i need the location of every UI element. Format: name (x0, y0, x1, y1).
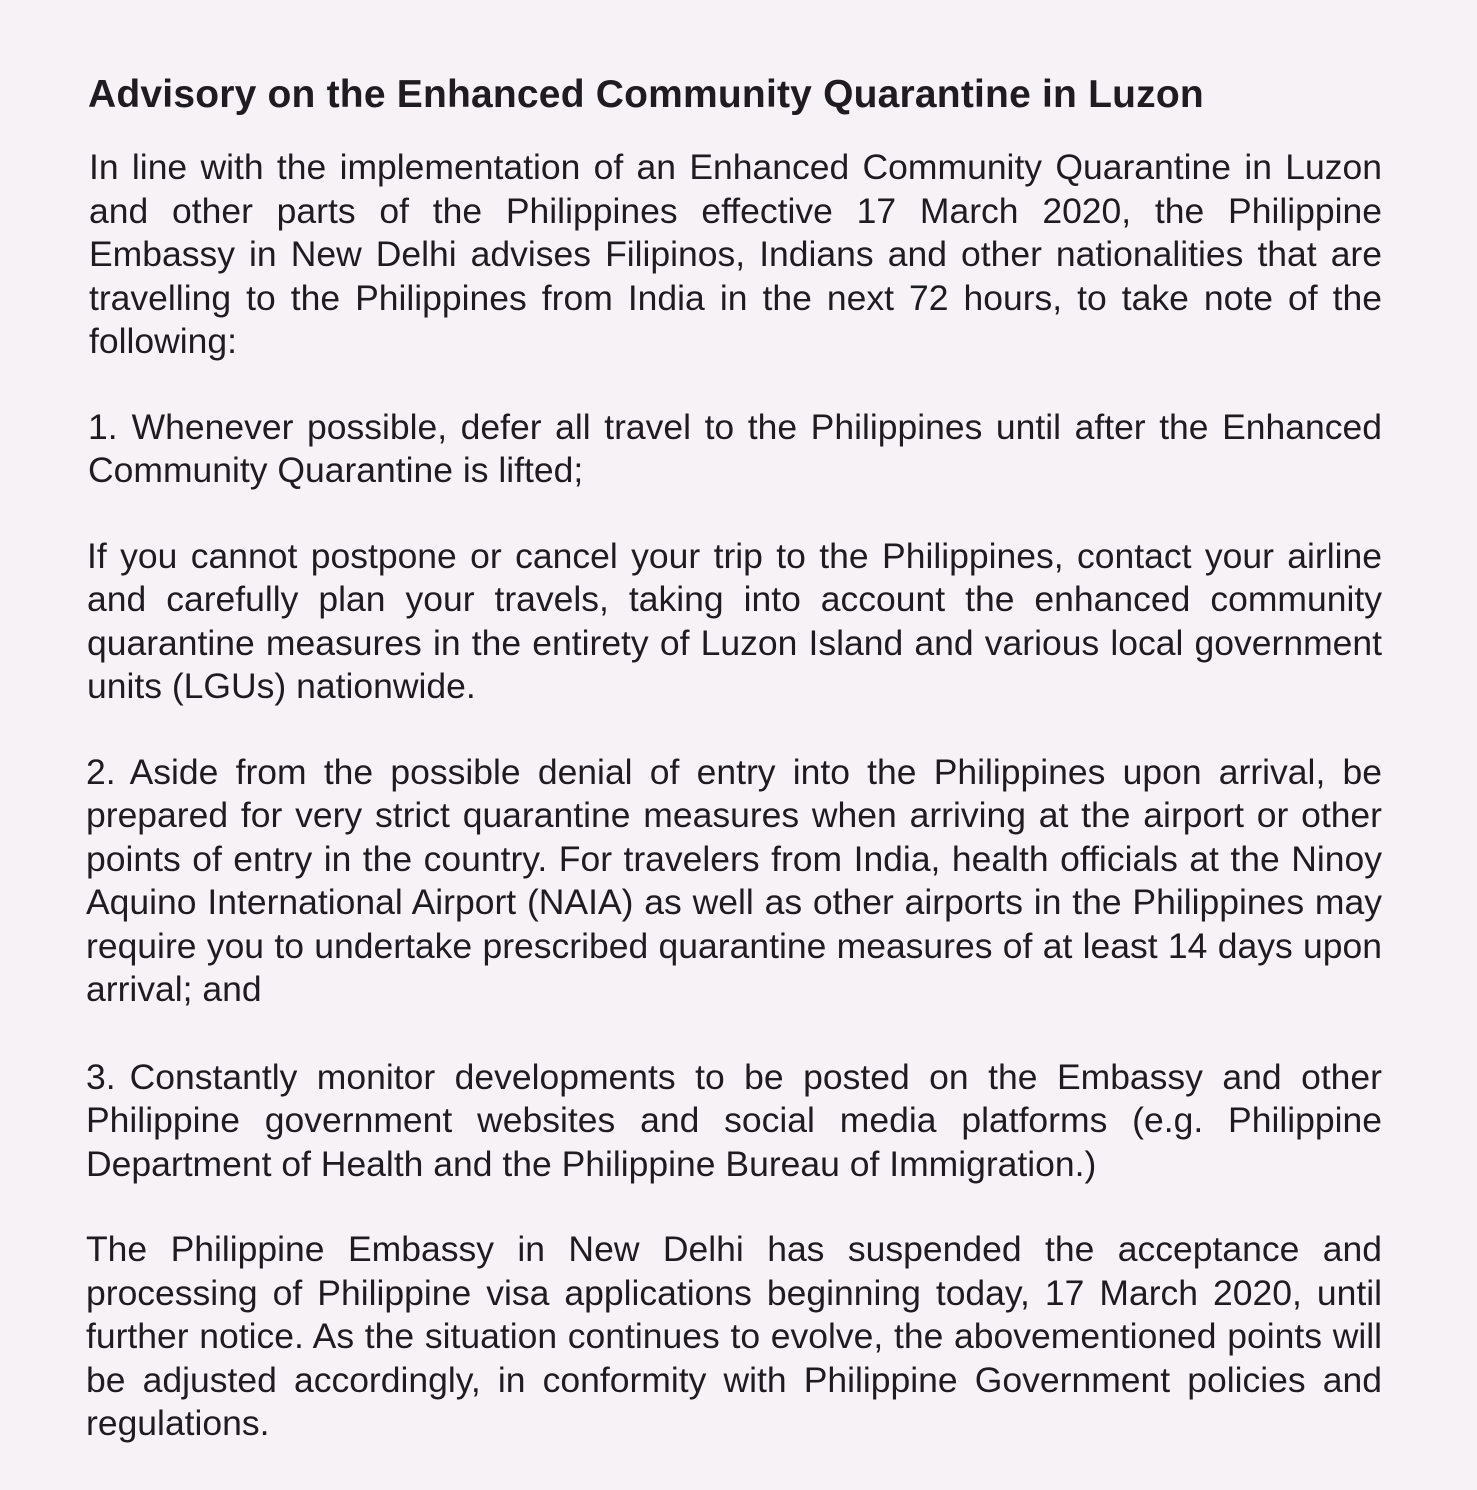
advisory-title: Advisory on the Enhanced Community Quarantine in Luzon (88, 73, 1204, 116)
item-1-note-paragraph: If you cannot postpone or cancel your trip to the Philippines, contact your airline and carefully plan your travels, taking into account the enhanced community quarantine measures in the entirety of Luzon Island and various local government units (LGUs) nationwide. (87, 535, 1382, 706)
list-item-number: 1. (88, 406, 118, 447)
advisory-body (86, 62, 1382, 1446)
list-item-number: 2. (86, 751, 116, 792)
intro-paragraph: In line with the implementation of an Enhanced Community Quarantine in Luzon and other parts of the Philippines effective 17 March 2020, the Philippine Embassy in New Delhi advises Filipinos, Indians and other nationalities that are travelling to the Philippines from India in the next 72 hours, to take note of the following: (89, 147, 1382, 361)
list-item-text: Whenever possible, defer all travel to the Philippines until after the Enhanced Community Quarantine is lifted; (88, 406, 1382, 490)
list-item-1 (86, 406, 1382, 493)
list-item-text: Aside from the possible denial of entry into the Philippines upon arrival, be prepared for very strict quarantine measures when arriving at the airport or other points of entry in the country. For travelers from India, health officials at the Ninoy Aquino International Airport (NAIA) as well as other airports in the Philippines may require you to undertake prescribed quarantine measures of at least 14 days upon arrival; and (86, 751, 1382, 1009)
list-item-number: 3. (86, 1056, 116, 1097)
list-item-text: Constantly monitor developments to be posted on the Embassy and other Philippine government websites and social media platforms (e.g. Philippine Department of Health and the Philippine Bureau of Immigration.) (86, 1056, 1382, 1184)
list-item-2 (86, 751, 1382, 1012)
closing-paragraph: The Philippine Embassy in New Delhi has suspended the acceptance and processing of Philippine visa applications beginning today, 17 March 2020, until further notice. As the situation continues to evolve, the abovementioned points will be adjusted accordingly, in conformity with Philippine Government policies and regulations. (86, 1229, 1382, 1443)
list-item-3 (86, 1056, 1382, 1187)
